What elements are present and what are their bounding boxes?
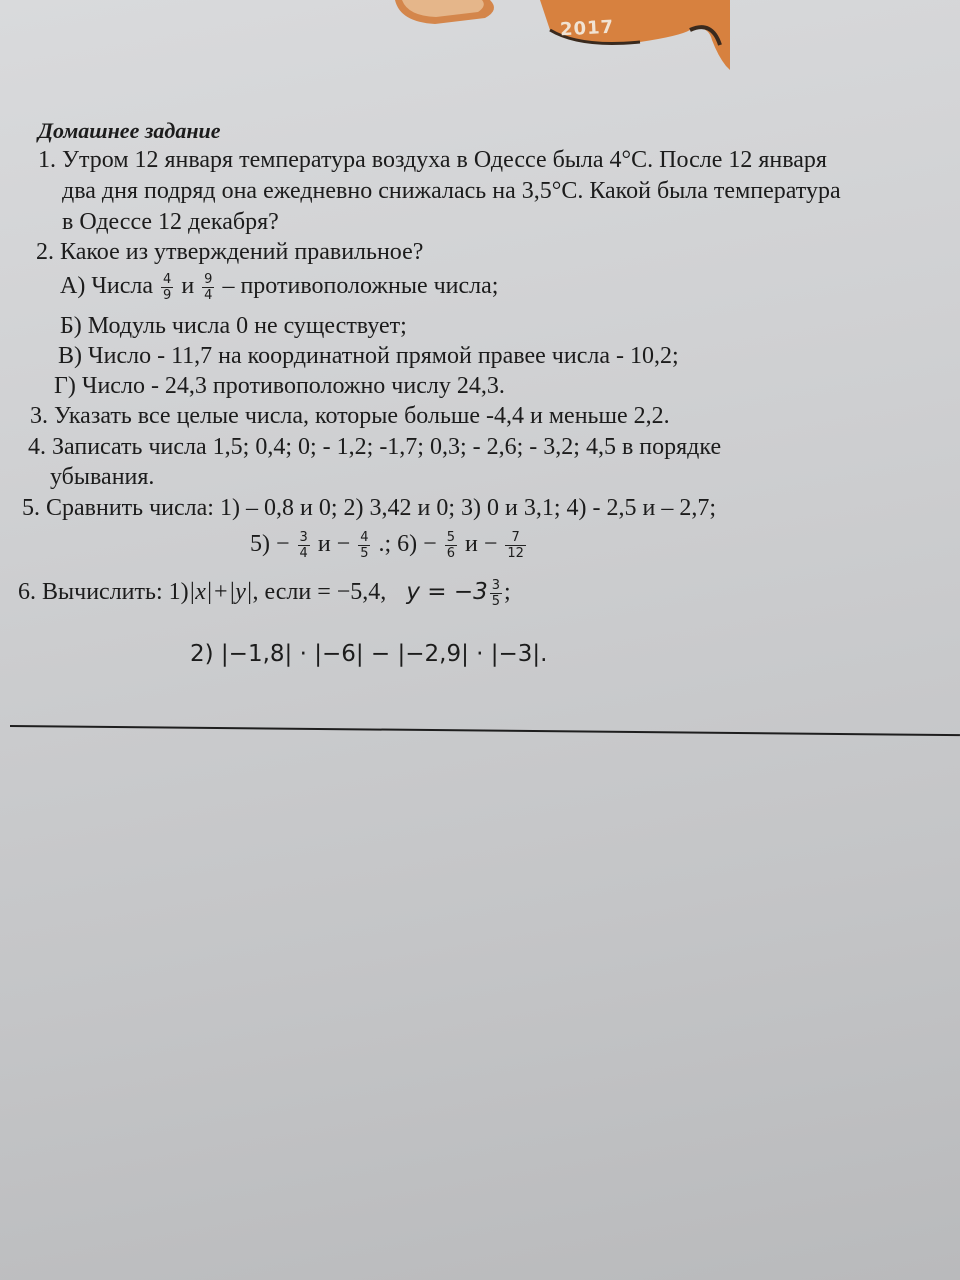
task5-part6-and: и − bbox=[464, 531, 498, 558]
task4-line1: 4. Записать числа 1,5; 0,4; 0; - 1,2; -1,7; 0,3; - 2,6; - 3,2; 4,5 в порядке bbox=[28, 434, 722, 460]
task6-abs-expr: |x|+|y| bbox=[188, 579, 253, 606]
task2-option-v: В) Число - 11,7 на координатной прямой правее числа - 10,2; bbox=[58, 343, 679, 369]
task6-prefix: 6. Вычислить: 1) bbox=[18, 579, 189, 606]
logo-year: 2017 bbox=[559, 16, 615, 41]
fraction-5-6: $\frac{5}{6}$ bbox=[446, 530, 455, 561]
option-a-prefix: А) Числа bbox=[60, 273, 154, 300]
task2-question: 2. Какое из утверждений правильное? bbox=[36, 239, 424, 265]
task6-condition: , если = −5,4, bbox=[252, 579, 387, 606]
fraction-9-4: $\frac{9}{4}$ bbox=[204, 272, 213, 303]
task5-part5-prefix: 5) − bbox=[250, 531, 290, 558]
task2-option-a bbox=[60, 272, 498, 303]
fraction-4-5: $\frac{4}{5}$ bbox=[360, 530, 369, 561]
option-a-and: и bbox=[181, 273, 195, 300]
task6-y-value: y = −3 bbox=[406, 579, 488, 606]
homework-title: Домашнее задание bbox=[38, 118, 221, 143]
task6-y-end: ; bbox=[504, 579, 511, 606]
task5-line1: 5. Сравнить числа: 1) – 0,8 и 0; 2) 3,42 и 0; 3) 0 и 3,1; 4) - 2,5 и – 2,7; bbox=[22, 495, 716, 521]
task2-option-b: Б) Модуль числа 0 не существует; bbox=[60, 313, 407, 339]
fraction-3-4: $\frac{3}{4}$ bbox=[299, 530, 308, 561]
fraction-4-9: $\frac{4}{9}$ bbox=[163, 272, 172, 303]
task5-part6-prefix: .; 6) − bbox=[378, 531, 437, 558]
task1-line3: в Одессе 12 декабря? bbox=[62, 209, 279, 235]
task2-option-g: Г) Число - 24,3 противоположно числу 24,3. bbox=[54, 373, 505, 399]
task5-line2 bbox=[250, 530, 528, 561]
fraction-7-12: $\frac{7}{12}$ bbox=[507, 530, 524, 561]
task6-line1 bbox=[18, 578, 511, 609]
task3: 3. Указать все целые числа, которые больше -4,4 и меньше 2,2. bbox=[30, 403, 670, 429]
separator-line bbox=[10, 725, 960, 736]
fraction-3-5: $\frac{3}{5}$ bbox=[491, 578, 501, 609]
task1-line1: 1. Утром 12 января температура воздуха в Одессе была 4°С. После 12 января bbox=[38, 147, 827, 173]
option-a-suffix: – противоположные числа; bbox=[222, 273, 499, 300]
task4-line2: убывания. bbox=[50, 464, 155, 490]
task1-line2: два дня подряд она ежедневно снижалась на 3,5°С. Какой была температура bbox=[62, 178, 841, 204]
task6-part2: 2) |−1,8| · |−6| − |−2,9| · |−3|. bbox=[190, 641, 548, 667]
task5-part5-and: и − bbox=[317, 531, 351, 558]
